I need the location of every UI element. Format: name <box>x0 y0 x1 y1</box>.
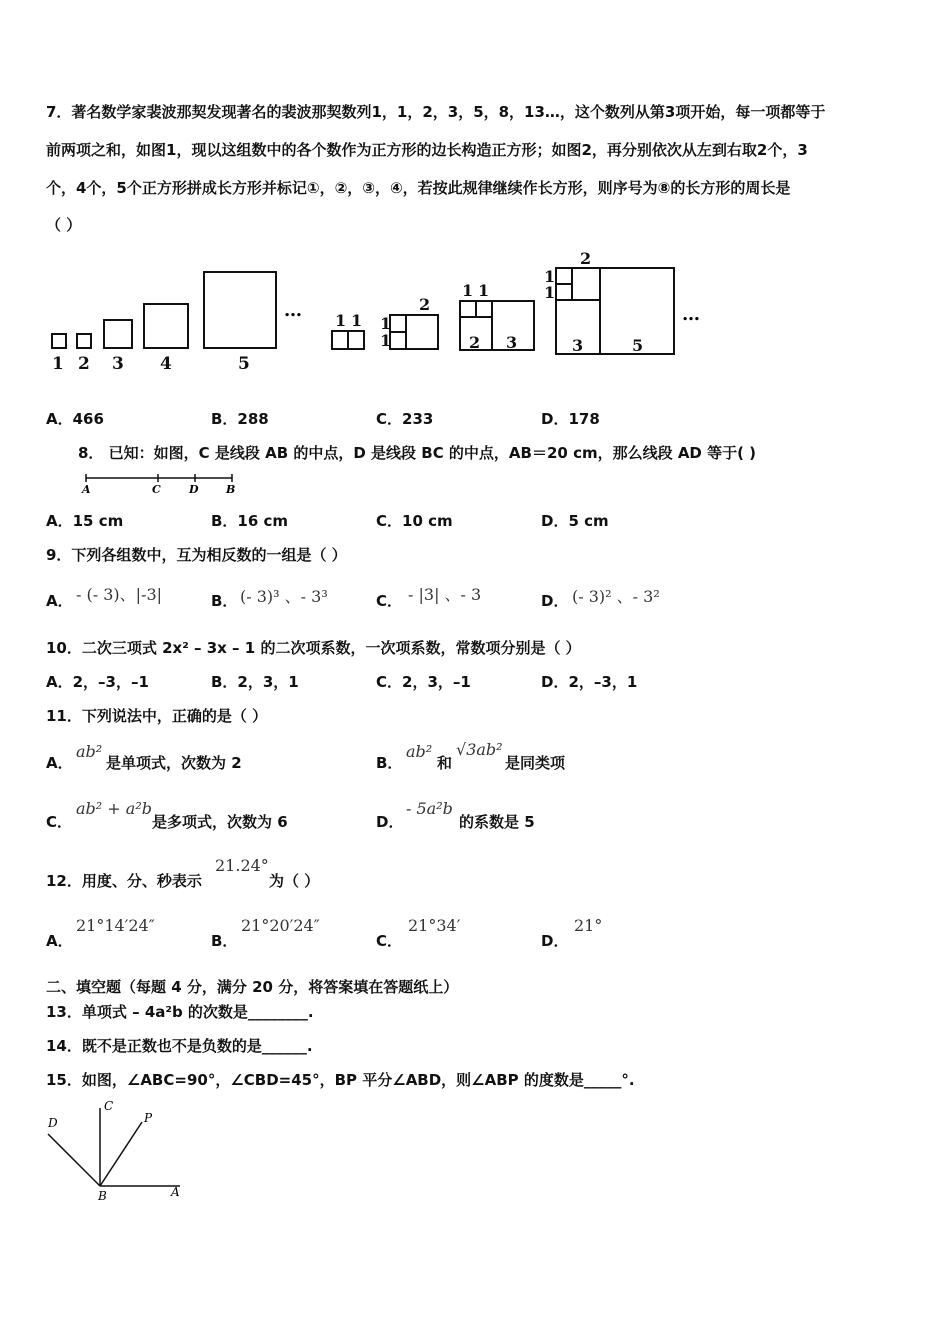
q7-line3: 个，4个，5个正方形拼成长方形并标记①，②，③，④，若按此规律继续作长方形，则序号为⑧的长方形的周长是 <box>46 179 791 197</box>
q7-line4: （ ） <box>46 216 82 234</box>
fig1-label-2: 2 <box>78 354 90 374</box>
q11-option-d[interactable]: D． <box>376 813 404 831</box>
svg-text:5: 5 <box>632 336 644 355</box>
q10-option-d[interactable]: D．2，–3，1 <box>541 673 638 691</box>
fibonacci-figure-1 <box>40 262 320 377</box>
q8-option-a[interactable]: A．15 cm <box>46 512 124 530</box>
svg-text:1: 1 <box>351 311 363 330</box>
q8-option-b[interactable]: B．16 cm <box>211 512 289 530</box>
q9-option-d[interactable]: D． <box>541 592 569 610</box>
point-d: D <box>189 483 199 496</box>
svg-text:2: 2 <box>580 249 592 268</box>
svg-text:3: 3 <box>572 336 584 355</box>
svg-text:1: 1 <box>544 283 556 302</box>
svg-text:1: 1 <box>380 331 392 350</box>
q14-text: 14．既不是正数也不是负数的是______. <box>46 1037 313 1055</box>
q9-option-b[interactable]: B． <box>211 592 238 610</box>
q13-text: 13．单项式 – 4a²b 的次数是________. <box>46 1003 314 1021</box>
q9-expr-b: (- 3)³ 、- 3³ <box>240 587 328 606</box>
q9-expr-d: (- 3)² 、- 3² <box>572 587 660 606</box>
svg-text:3: 3 <box>506 333 518 352</box>
q11-b-and: 和 <box>437 754 453 772</box>
q12-option-c[interactable]: C． <box>376 932 403 950</box>
q12-value: 21.24° <box>215 856 269 875</box>
q11-option-a[interactable]: A． <box>46 754 73 772</box>
fig1-label-1: 1 <box>52 354 64 374</box>
svg-text:1: 1 <box>380 314 392 333</box>
square-3 <box>144 304 188 348</box>
q11-text: 11．下列说法中，正确的是（ ） <box>46 707 268 725</box>
q9-expr-a: - (- 3)、|-3| <box>76 585 163 604</box>
square-1b <box>77 334 91 348</box>
q12-text-before: 12．用度、分、秒表示 <box>46 872 202 890</box>
svg-text:1: 1 <box>478 281 490 300</box>
q12-a-value: 21°14′24″ <box>76 916 155 935</box>
square-2 <box>104 320 132 348</box>
fibonacci-figure-2 <box>326 244 716 359</box>
q7-option-c[interactable]: C．233 <box>376 410 434 428</box>
q11-d-expr: - 5a²b <box>406 799 453 818</box>
svg-text:1: 1 <box>335 311 347 330</box>
q7-option-d[interactable]: D．178 <box>541 410 600 428</box>
q10-option-a[interactable]: A．2，–3，–1 <box>46 673 149 691</box>
q7-line2: 前两项之和，如图1，现以这组数中的各个数作为正方形的边长构造正方形；如图2，再分别依次从左到右取2个，3 <box>46 141 808 159</box>
q8-option-d[interactable]: D．5 cm <box>541 512 609 530</box>
segment-figure <box>76 468 246 496</box>
q10-option-c[interactable]: C．2，3，–1 <box>376 673 471 691</box>
q11-option-c[interactable]: C． <box>46 813 73 831</box>
q11-b-expr2: √3ab² <box>456 740 503 759</box>
q11-a-text: 是单项式，次数为 2 <box>106 754 242 772</box>
q12-d-value: 21° <box>574 916 603 935</box>
q15-text: 15．如图，∠ABC=90°，∠CBD=45°，BP 平分∠ABD，则∠ABP 的度数是_____°. <box>46 1071 635 1089</box>
svg-text:2: 2 <box>469 333 481 352</box>
q12-b-value: 21°20′24″ <box>241 916 320 935</box>
q12-option-d[interactable]: D． <box>541 932 569 950</box>
q9-option-a[interactable]: A． <box>46 592 73 610</box>
svg-text:1: 1 <box>462 281 474 300</box>
point-a: A <box>82 483 91 496</box>
svg-text:…: … <box>682 304 700 325</box>
q11-d-text: 的系数是 5 <box>459 813 535 831</box>
label-c: C <box>104 1099 114 1113</box>
q10-text: 10．二次三项式 2x² – 3x – 1 的二次项系数，一次项系数，常数项分别是（ ） <box>46 639 581 657</box>
q11-c-text: 是多项式，次数为 6 <box>152 813 288 831</box>
section-2-heading: 二、填空题（每题 4 分，满分 20 分，将答案填在答题纸上） <box>46 978 459 996</box>
q8-text: 8． 已知：如图，C 是线段 AB 的中点，D 是线段 BC 的中点，AB＝20 cm，那么线段 AD 等于( ) <box>78 444 757 462</box>
q12-text-after: 为（ ） <box>269 872 320 890</box>
label-b: B <box>98 1189 107 1203</box>
q8-option-c[interactable]: C．10 cm <box>376 512 453 530</box>
q12-option-a[interactable]: A． <box>46 932 73 950</box>
label-d: D <box>48 1116 58 1130</box>
q11-b-text: 是同类项 <box>505 754 566 772</box>
svg-text:2: 2 <box>419 295 431 314</box>
fig1-ellipsis: … <box>284 300 302 321</box>
q11-option-b[interactable]: B． <box>376 754 403 772</box>
q9-expr-c: - |3| 、- 3 <box>408 585 482 604</box>
square-5 <box>204 272 276 348</box>
q11-a-expr: ab² <box>76 742 103 761</box>
fig1-label-3: 3 <box>112 354 124 374</box>
square-1 <box>52 334 66 348</box>
fig1-label-5: 5 <box>238 354 250 374</box>
q7-option-a[interactable]: A．466 <box>46 410 104 428</box>
label-p: P <box>144 1111 153 1125</box>
q12-c-value: 21°34′ <box>408 916 461 935</box>
q11-b-expr1: ab² <box>406 742 433 761</box>
svg-text:1: 1 <box>544 267 556 286</box>
point-c: C <box>152 483 161 496</box>
angle-figure <box>40 1096 190 1206</box>
fig1-label-4: 4 <box>160 354 172 374</box>
label-a: A <box>171 1185 180 1199</box>
q9-text: 9．下列各组数中，互为相反数的一组是（ ） <box>46 546 347 564</box>
q12-option-b[interactable]: B． <box>211 932 238 950</box>
q11-c-expr: ab² + a²b <box>76 799 152 818</box>
q7-option-b[interactable]: B．288 <box>211 410 269 428</box>
q10-option-b[interactable]: B．2，3，1 <box>211 673 299 691</box>
q7-line1: 7．著名数学家裴波那契发现著名的裴波那契数列1，1，2，3，5，8，13…，这个数列从第3项开始，每一项都等于 <box>46 103 826 121</box>
q9-option-c[interactable]: C． <box>376 592 403 610</box>
point-b: B <box>226 483 236 496</box>
